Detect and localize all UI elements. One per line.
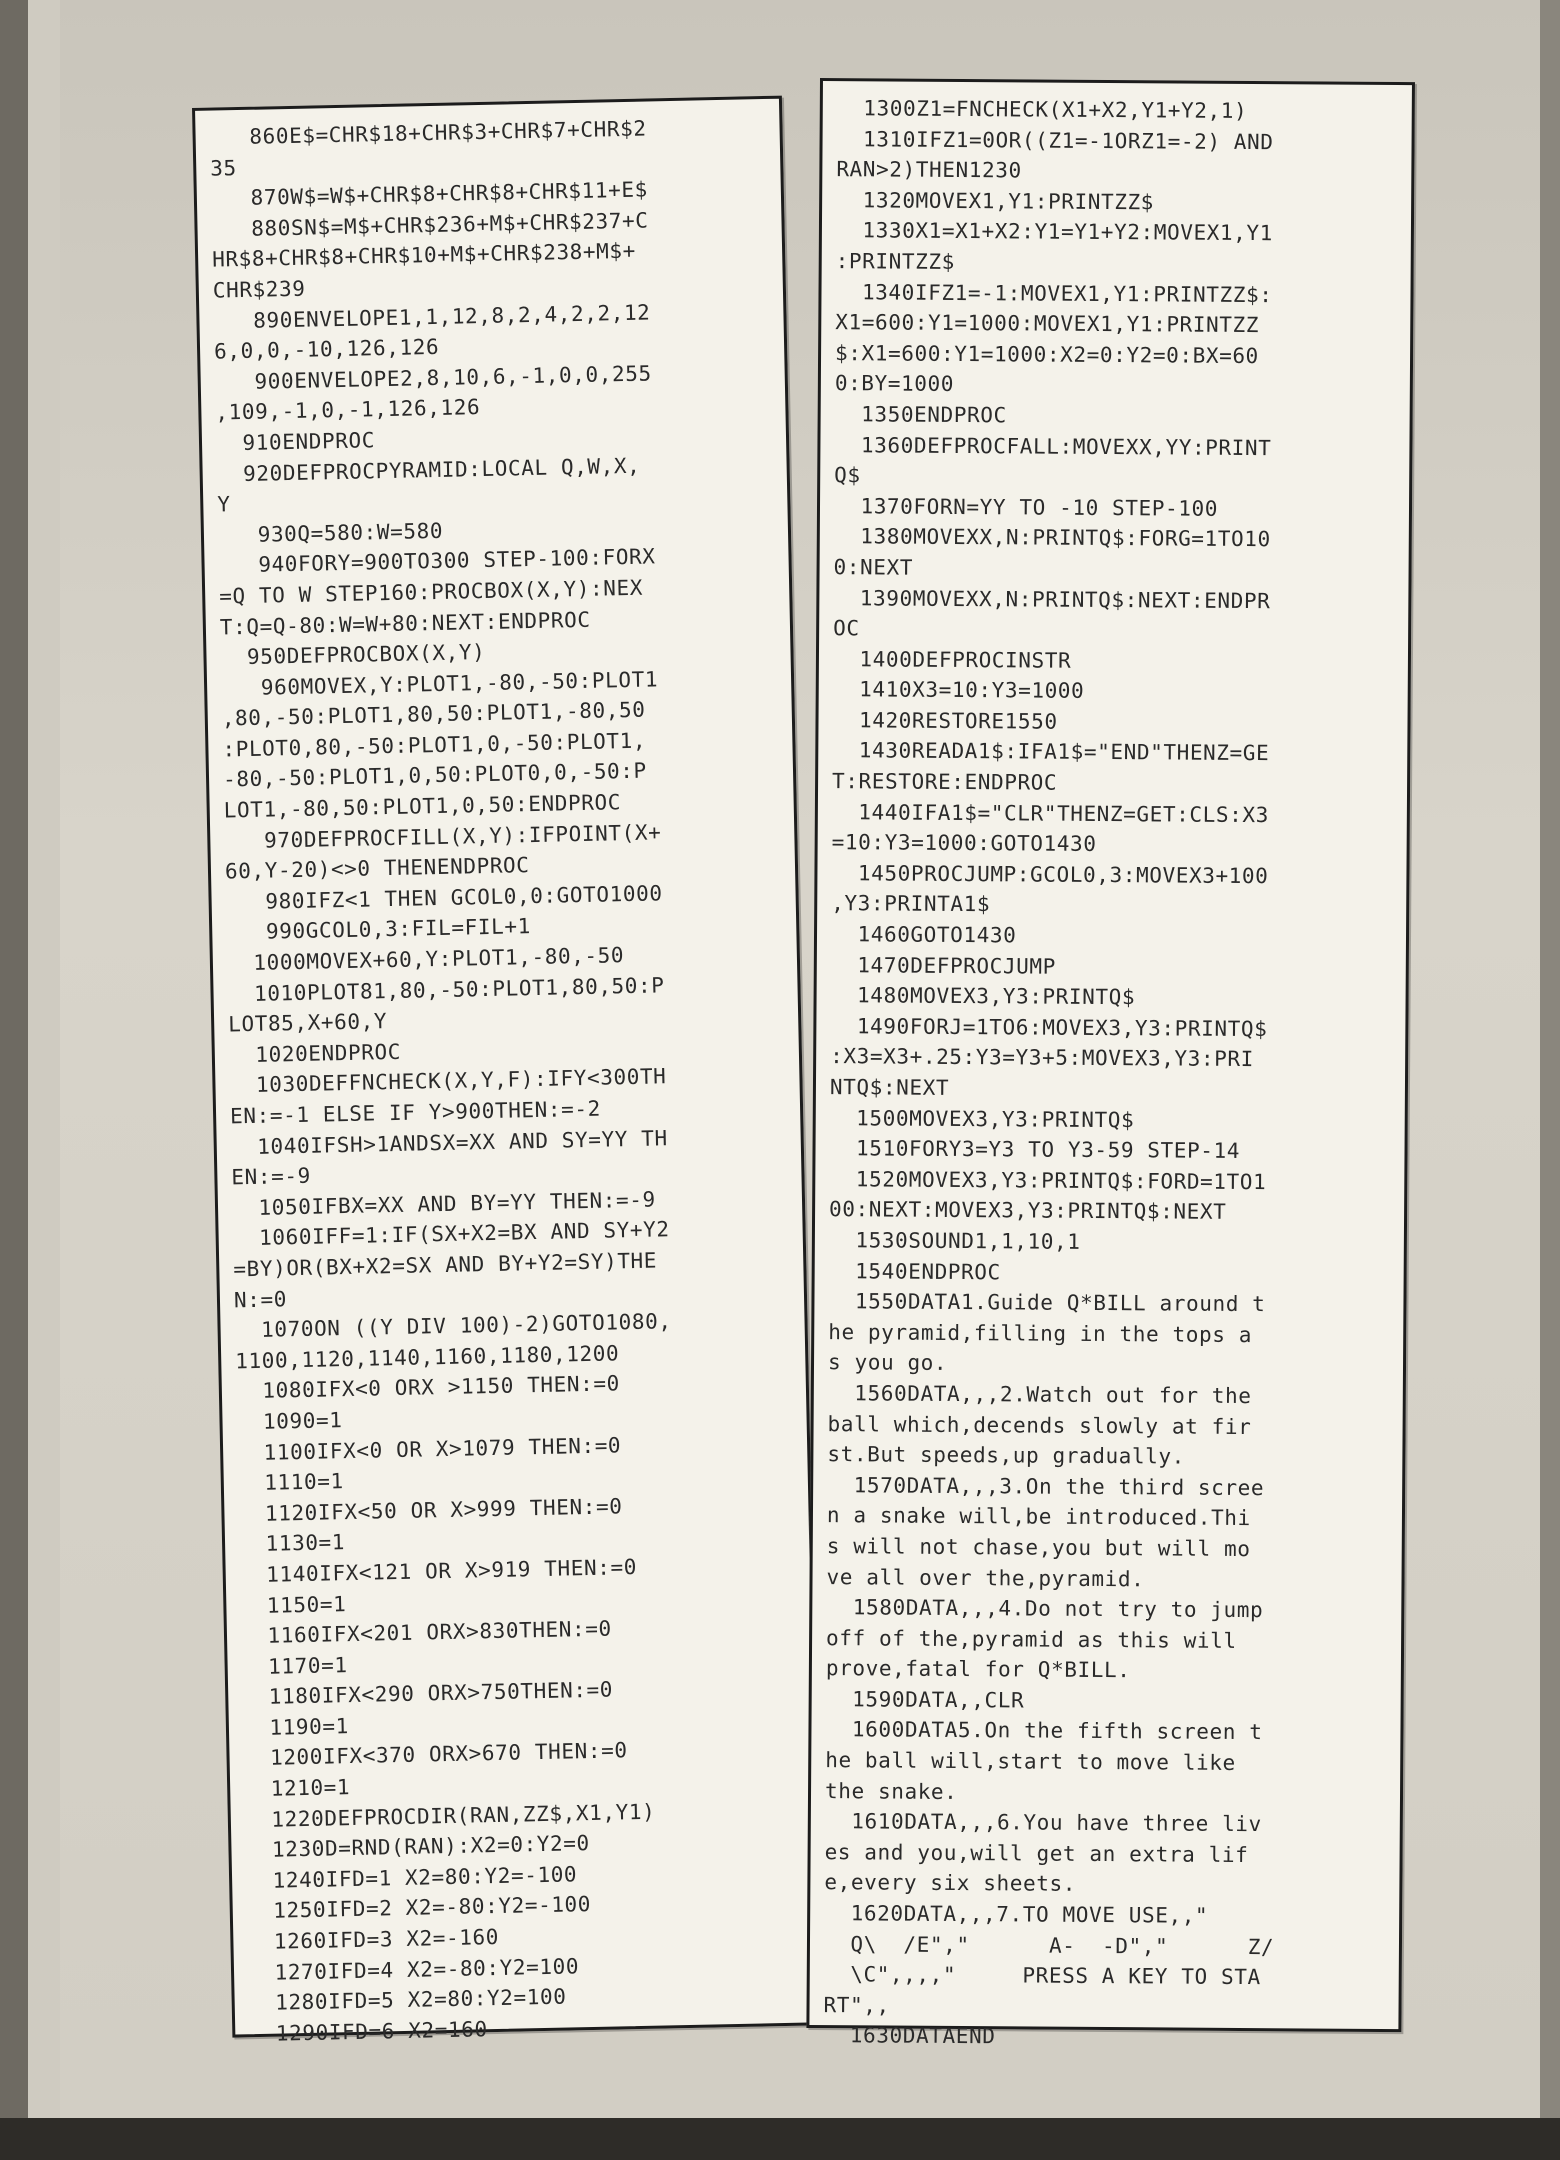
code-line: :PRINTZZ$: [835, 249, 956, 274]
code-line: 1170=1: [241, 1652, 348, 1679]
code-line: \C",,,," PRESS A KEY TO STA: [823, 1962, 1261, 1990]
code-line: 1610DATA,,,6.You have three liv: [824, 1809, 1262, 1837]
code-line: 1070ON ((Y DIV 100)-2)GOTO1080,: [234, 1309, 672, 1343]
page-bottom-edge: [0, 2118, 1560, 2160]
code-line: 1520MOVEX3,Y3:PRINTQ$:FORD=1TO1: [829, 1166, 1267, 1194]
code-line: NTQ$:NEXT: [829, 1075, 950, 1100]
code-line: 1160IFX<201 ORX>830THEN:=0: [240, 1616, 613, 1649]
code-line: 960MOVEX,Y:PLOT1,-80,-50:PLOT1: [220, 667, 659, 701]
code-line: 930Q=580:W=580: [217, 518, 444, 548]
code-line: 950DEFPROCBOX(X,Y): [220, 640, 486, 670]
code-line: 1120IFX<50 OR X>999 THEN:=0: [238, 1494, 623, 1527]
code-line: 1480MOVEX3,Y3:PRINTQ$: [830, 983, 1136, 1010]
code-line: LOT1,-80,50:PLOT1,0,50:ENDPROC: [223, 790, 622, 823]
code-line: ,80,-50:PLOT1,80,50:PLOT1,-80,50: [221, 697, 646, 731]
code-line: =BY)OR(BX+X2=SX AND BY+Y2=SY)THE: [233, 1248, 658, 1282]
code-line: =Q TO W STEP160:PROCBOX(X,Y):NEX: [218, 575, 644, 609]
code-line: 860E$=CHR$18+CHR$3+CHR$7+CHR$2: [209, 116, 647, 150]
code-line: 1000MOVEX+60,Y:PLOT1,-80,-50: [226, 943, 625, 976]
code-line: ,109,-1,0,-1,126,126: [215, 395, 481, 425]
code-line: 1060IFF=1:IF(SX+X2=BX AND SY+Y2: [232, 1217, 670, 1251]
code-line: RAN>2)THEN1230: [836, 157, 1022, 183]
code-line: s you go.: [827, 1350, 948, 1376]
code-line: 1280IFD=5 X2=80:Y2=100: [248, 1984, 567, 2016]
code-line: 1470DEFPROCJUMP: [830, 952, 1057, 979]
code-line: :PLOT0,80,-50:PLOT1,0,-50:PLOT1,: [222, 728, 647, 762]
code-line: 1510FORY3=Y3 TO Y3-59 STEP-14: [829, 1136, 1241, 1164]
code-line: he ball will,start to move like: [825, 1748, 1236, 1776]
code-line: 1290IFD=6 X2=160: [249, 2017, 488, 2047]
code-listing-right: [823, 93, 1398, 2055]
code-line: he pyramid,filling in the tops a: [828, 1319, 1253, 1347]
code-line: 1040IFSH>1ANDSX=XX AND SY=YY TH: [230, 1125, 668, 1160]
code-line: EN:=-9: [231, 1163, 312, 1190]
code-line: 1570DATA,,,3.On the third scree: [827, 1472, 1265, 1500]
code-line: Q$: [834, 463, 861, 488]
code-line: 1630DATAEND: [823, 2023, 996, 2049]
code-line: 1600DATA5.On the fifth screen t: [825, 1717, 1263, 1745]
code-line: off of the,pyramid as this will: [826, 1625, 1237, 1653]
code-line: 1500MOVEX3,Y3:PRINTQ$: [829, 1105, 1135, 1132]
code-line: 35: [210, 155, 238, 181]
program-listing-right-panel: [806, 78, 1415, 2049]
code-line: es and you,will get an extra lif: [824, 1839, 1249, 1867]
code-line: 940FORY=900TO300 STEP-100:FORX: [218, 544, 656, 578]
code-line: 880SN$=M$+CHR$236+M$+CHR$237+C: [211, 208, 649, 242]
code-line: ve all over the,pyramid.: [826, 1564, 1145, 1591]
code-line: T:Q=Q-80:W=W+80:NEXT:ENDPROC: [219, 607, 591, 640]
code-line: 0:BY=1000: [834, 371, 955, 397]
code-line: 1240IFD=1 X2=80:Y2=-100: [245, 1862, 578, 1894]
code-line: RT",,: [823, 1992, 890, 2018]
code-line: 1100IFX<0 OR X>1079 THEN:=0: [236, 1432, 622, 1465]
code-line: Y: [217, 492, 231, 517]
code-line: 1580DATA,,,4.Do not try to jump: [826, 1595, 1264, 1623]
code-line: 1090=1: [236, 1408, 343, 1435]
program-listing-left-panel: [192, 96, 822, 2047]
code-line: 1260IFD=3 X2=-160: [247, 1925, 500, 1955]
code-line: 1270IFD=4 X2=-80:Y2=100: [247, 1953, 580, 1985]
code-line: 1530SOUND1,1,10,1: [828, 1228, 1081, 1254]
code-line: HR$8+CHR$8+CHR$10+M$+CHR$238+M$+: [211, 239, 637, 272]
code-line: 1210=1: [243, 1775, 351, 1802]
code-line: 0:NEXT: [833, 555, 914, 580]
code-line: 1200IFX<370 ORX>670 THEN:=0: [243, 1738, 628, 1771]
code-line: 920DEFPROCPYRAMID:LOCAL Q,W,X,: [216, 453, 641, 487]
code-line: 980IFZ<1 THEN GCOL0,0:GOTO1000: [225, 881, 663, 915]
code-line: prove,fatal for Q*BILL.: [825, 1656, 1131, 1683]
code-line: 890ENVELOPE1,1,12,8,2,4,2,2,12: [213, 300, 651, 334]
code-line: 1450PROCJUMP:GCOL0,3:MOVEX3+100: [831, 860, 1269, 888]
code-line: the snake.: [824, 1778, 958, 1804]
code-line: 00:NEXT:MOVEX3,Y3:PRINTQ$:NEXT: [829, 1197, 1227, 1225]
code-line: 1460GOTO1430: [830, 922, 1017, 948]
page-right-edge: [1540, 0, 1560, 2160]
code-line: 1050IFBX=XX AND BY=YY THEN:=-9: [231, 1187, 656, 1221]
code-line: 1130=1: [238, 1530, 346, 1557]
code-line: 1620DATA,,,7.TO MOVE USE,,": [824, 1901, 1209, 1928]
code-line: T:RESTORE:ENDPROC: [832, 769, 1058, 795]
code-line: 1320MOVEX1,Y1:PRINTZZ$: [836, 187, 1155, 215]
code-line: 1410X3=10:Y3=1000: [832, 677, 1085, 704]
code-line: 1140IFX<121 OR X>919 THEN:=0: [239, 1554, 638, 1588]
code-line: n a snake will,be introduced.Thi: [826, 1503, 1251, 1531]
code-line: 1390MOVEXX,N:PRINTQ$:NEXT:ENDPR: [833, 585, 1271, 613]
code-line: s will not chase,you but will mo: [826, 1533, 1251, 1561]
code-line: OC: [833, 616, 860, 641]
code-line: 1560DATA,,,2.Watch out for the: [827, 1381, 1252, 1408]
code-line: 1100,1120,1140,1160,1180,1200: [235, 1341, 620, 1374]
code-line: 6,0,0,-10,126,126: [213, 335, 440, 364]
code-line: 1020ENDPROC: [228, 1039, 402, 1068]
page-left-edge: [0, 0, 28, 2160]
code-line: -80,-50:PLOT1,0,50:PLOT0,0,-50:P: [222, 759, 648, 792]
code-line: =10:Y3=1000:GOTO1430: [831, 830, 1097, 857]
code-line: 1150=1: [240, 1591, 347, 1618]
code-line: 1550DATA1.Guide Q*BILL around t: [828, 1289, 1266, 1317]
code-line: 1340IFZ1=-1:MOVEX1,Y1:PRINTZZ$:: [835, 279, 1273, 307]
code-line: 990GCOL0,3:FIL=FIL+1: [226, 914, 532, 945]
code-line: 1420RESTORE1550: [832, 707, 1058, 734]
code-line: 900ENVELOPE2,8,10,6,-1,0,0,255: [214, 361, 652, 395]
code-line: 1010PLOT81,80,-50:PLOT1,80,50:P: [227, 972, 665, 1007]
code-line: 910ENDPROC: [215, 428, 376, 456]
code-line: 1250IFD=2 X2=-80:Y2=-100: [246, 1892, 592, 1924]
code-line: st.But speeds,up gradually.: [827, 1442, 1186, 1469]
code-line: 1490FORJ=1TO6:MOVEX3,Y3:PRINTQ$: [830, 1013, 1268, 1041]
code-line: :X3=X3+.25:Y3=Y3+5:MOVEX3,Y3:PRI: [830, 1044, 1255, 1072]
code-line: ,Y3:PRINTA1$: [831, 891, 991, 917]
code-line: 1400DEFPROCINSTR: [832, 646, 1072, 673]
code-line: X1=600:Y1=1000:MOVEX1,Y1:PRINTZZ: [835, 310, 1260, 338]
code-line: e,every six sheets.: [824, 1870, 1077, 1897]
code-line: 1370FORN=YY TO -10 STEP-100: [833, 493, 1219, 521]
code-line: 870W$=W$+CHR$8+CHR$8+CHR$11+E$: [210, 177, 649, 211]
code-line: 1220DEFPROCDIR(RAN,ZZ$,X1,Y1): [244, 1799, 656, 1832]
code-line: 970DEFPROCFILL(X,Y):IFPOINT(X+: [224, 819, 662, 854]
code-line: CHR$239: [212, 276, 306, 303]
code-line: 1110=1: [237, 1469, 344, 1496]
code-line: Q\ /E"," A- -D"," Z/: [823, 1931, 1275, 1959]
code-line: 1440IFA1$="CLR"THENZ=GET:CLS:X3: [831, 799, 1269, 827]
code-line: LOT85,X+60,Y: [227, 1009, 388, 1037]
code-line: N:=0: [233, 1286, 288, 1312]
code-line: 1330X1=X1+X2:Y1=Y1+Y2:MOVEX1,Y1: [835, 218, 1274, 246]
code-line: 1030DEFFNCHECK(X,Y,F):IFY<300TH: [229, 1064, 667, 1098]
code-line: 1350ENDPROC: [834, 402, 1007, 428]
code-listing-left: [209, 111, 805, 2050]
code-line: 1360DEFPROCFALL:MOVEXX,YY:PRINT: [834, 432, 1272, 460]
code-line: ball which,decends slowly at fir: [827, 1411, 1252, 1439]
code-line: 1080IFX<0 ORX >1150 THEN:=0: [235, 1371, 621, 1404]
code-line: 1590DATA,,CLR: [825, 1686, 1025, 1713]
code-line: 1380MOVEXX,N:PRINTQ$:FORG=1TO10: [833, 524, 1271, 552]
code-line: 1230D=RND(RAN):X2=0:Y2=0: [245, 1831, 591, 1863]
code-line: 1180IFX<290 ORX>750THEN:=0: [242, 1677, 614, 1710]
code-line: 1190=1: [242, 1713, 350, 1741]
code-line: 60,Y-20)<>0 THENENDPROC: [224, 853, 530, 884]
code-line: 1430READA1$:IFA1$="END"THENZ=GE: [832, 738, 1270, 766]
code-line: 1310IFZ1=0OR((Z1=-1ORZ1=-2) AND: [836, 126, 1274, 154]
code-line: $:X1=600:Y1=1000:X2=0:Y2=0:BX=60: [834, 340, 1259, 368]
code-line: EN:=-1 ELSE IF Y>900THEN:=-2: [229, 1096, 602, 1129]
code-line: 1300Z1=FNCHECK(X1+X2,Y1+Y2,1): [836, 96, 1248, 123]
code-line: 1540ENDPROC: [828, 1258, 1001, 1284]
